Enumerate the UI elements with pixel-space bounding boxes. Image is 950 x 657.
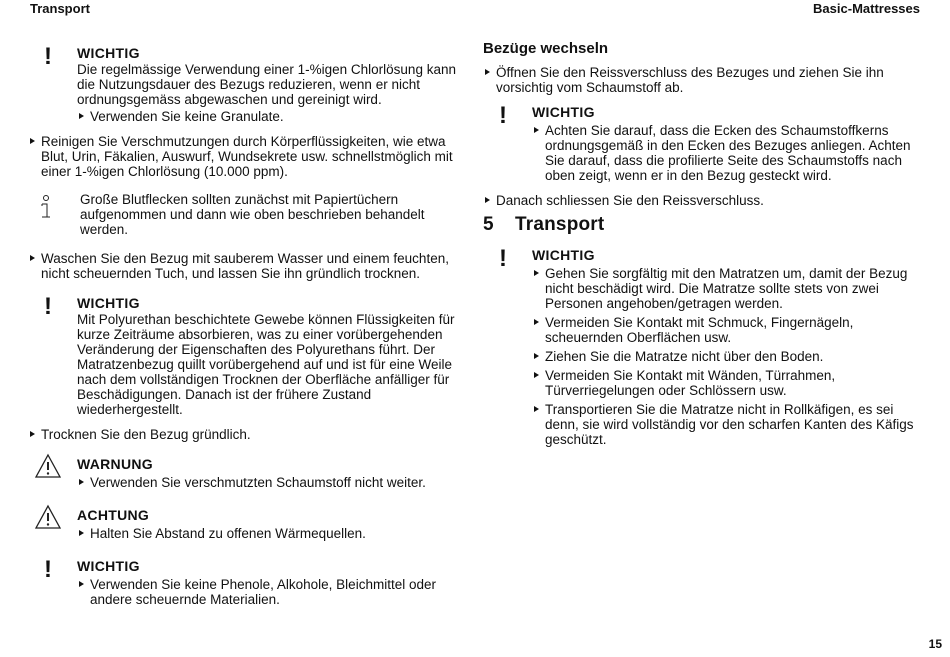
exclamation-icon: ! bbox=[499, 245, 507, 272]
notice-bullet: Halten Sie Abstand zu offenen Wärmequellen. bbox=[77, 526, 458, 541]
notice-bullet: Vermeiden Sie Kontakt mit Wänden, Türrahmen, Türverriegelungen oder Schlössern usw. bbox=[532, 368, 915, 398]
notice-title: WARNUNG bbox=[77, 456, 153, 472]
notice-bullet: Ziehen Sie die Matratze nicht über den Boden. bbox=[532, 349, 915, 364]
notice-title: WICHTIG bbox=[77, 558, 140, 574]
important-notice bbox=[28, 44, 458, 124]
notice-bullet: Gehen Sie sorgfältig mit den Matratzen um, damit der Bezug nicht beschädigt wird. Die Matratze sollte stets von zwei Personen angehoben/getragen werden. bbox=[532, 266, 915, 311]
notice-title: WICHTIG bbox=[77, 295, 140, 311]
section-heading bbox=[483, 214, 915, 236]
instruction-bullet: Öffnen Sie den Reissverschluss des Bezuges und ziehen Sie ihn vorsichtig vom Schaumstoff ab. bbox=[483, 65, 915, 95]
header-section-title: Transport bbox=[30, 1, 90, 16]
warning-triangle-icon bbox=[28, 453, 68, 482]
left-column bbox=[28, 44, 458, 617]
exclamation-icon: ! bbox=[44, 43, 52, 70]
notice-text: Die regelmässige Verwendung einer 1-%igen Chlorlösung kann die Nutzungsdauer des Bezugs reduzieren, wenn er nicht ordnungsgemäss abgewaschen und gereinigt wird. bbox=[77, 62, 456, 107]
important-notice bbox=[483, 103, 915, 183]
important-notice bbox=[28, 294, 458, 417]
exclamation-icon: ! bbox=[499, 102, 507, 129]
warning-notice bbox=[28, 455, 458, 490]
notice-title: WICHTIG bbox=[77, 45, 140, 61]
notice-bullet: Verwenden Sie keine Granulate. bbox=[77, 109, 458, 124]
warning-triangle-icon bbox=[28, 504, 68, 533]
exclamation-icon: ! bbox=[44, 556, 52, 583]
section-number: 5 bbox=[483, 214, 494, 235]
notice-text: Mit Polyurethan beschichtete Gewebe können Flüssigkeiten für kurze Zeiträume absorbieren, was zu einer vorübergehenden Veränderung der Eigenschaften des Polyurethans führt. Der Matratzenbezug quillt vorübergehend auf und ist für eine Weile nach dem vollständigen Trocknen der Oberfläche anfälliger für Beschädigungen. Danach ist der frühere Zustand wiederhergestellt. bbox=[77, 312, 455, 417]
info-icon bbox=[38, 194, 54, 223]
notice-bullet: Transportieren Sie die Matratze nicht in Rollkäfigen, es sei denn, sie wird vollständig vor den scharfen Kanten des Käfigs geschützt. bbox=[532, 402, 915, 447]
exclamation-icon: ! bbox=[44, 293, 52, 320]
page-number: 15 bbox=[928, 637, 942, 651]
subsection-heading: Bezüge wechseln bbox=[483, 40, 609, 57]
important-notice bbox=[28, 557, 458, 607]
notice-title: WICHTIG bbox=[532, 104, 595, 120]
right-column bbox=[483, 40, 915, 457]
important-notice bbox=[483, 246, 915, 447]
notice-bullet: Verwenden Sie verschmutzten Schaumstoff nicht weiter. bbox=[77, 475, 458, 490]
notice-bullet: Vermeiden Sie Kontakt mit Schmuck, Fingernägeln, scheuernden Oberflächen usw. bbox=[532, 315, 915, 345]
section-title: Transport bbox=[515, 214, 605, 235]
info-text: Große Blutflecken sollten zunächst mit Papiertüchern aufgenommen und dann wie oben beschrieben behandelt werden. bbox=[80, 192, 425, 237]
instruction-bullet: Danach schliessen Sie den Reissverschluss. bbox=[483, 193, 915, 208]
notice-bullet: Verwenden Sie keine Phenole, Alkohole, Bleichmittel oder andere scheuernde Materialien. bbox=[77, 577, 458, 607]
notice-title: ACHTUNG bbox=[77, 507, 150, 523]
info-note bbox=[28, 192, 458, 237]
instruction-bullet: Reinigen Sie Verschmutzungen durch Körperflüssigkeiten, wie etwa Blut, Urin, Fäkalien, Auswurf, Wundsekrete usw. schnellstmöglich mit einer 1-%igen Chlorlösung (10.000 ppm). bbox=[28, 134, 458, 179]
header-product-name: Basic-Mattresses bbox=[813, 1, 920, 16]
caution-notice bbox=[28, 506, 458, 541]
instruction-bullet: Waschen Sie den Bezug mit sauberem Wasser und einem feuchten, nicht scheuernden Tuch, und lassen Sie ihn gründlich trocknen. bbox=[28, 251, 458, 281]
instruction-bullet: Trocknen Sie den Bezug gründlich. bbox=[28, 427, 458, 442]
notice-title: WICHTIG bbox=[532, 247, 595, 263]
notice-bullet: Achten Sie darauf, dass die Ecken des Schaumstoffkerns ordnungsgemäß in den Ecken des Bezuges anliegen. Achten Sie darauf, dass die profilierte Seite des Schaumstoffs nach oben zeigt, wenn er in den Bezug gesteckt wird. bbox=[532, 123, 915, 183]
